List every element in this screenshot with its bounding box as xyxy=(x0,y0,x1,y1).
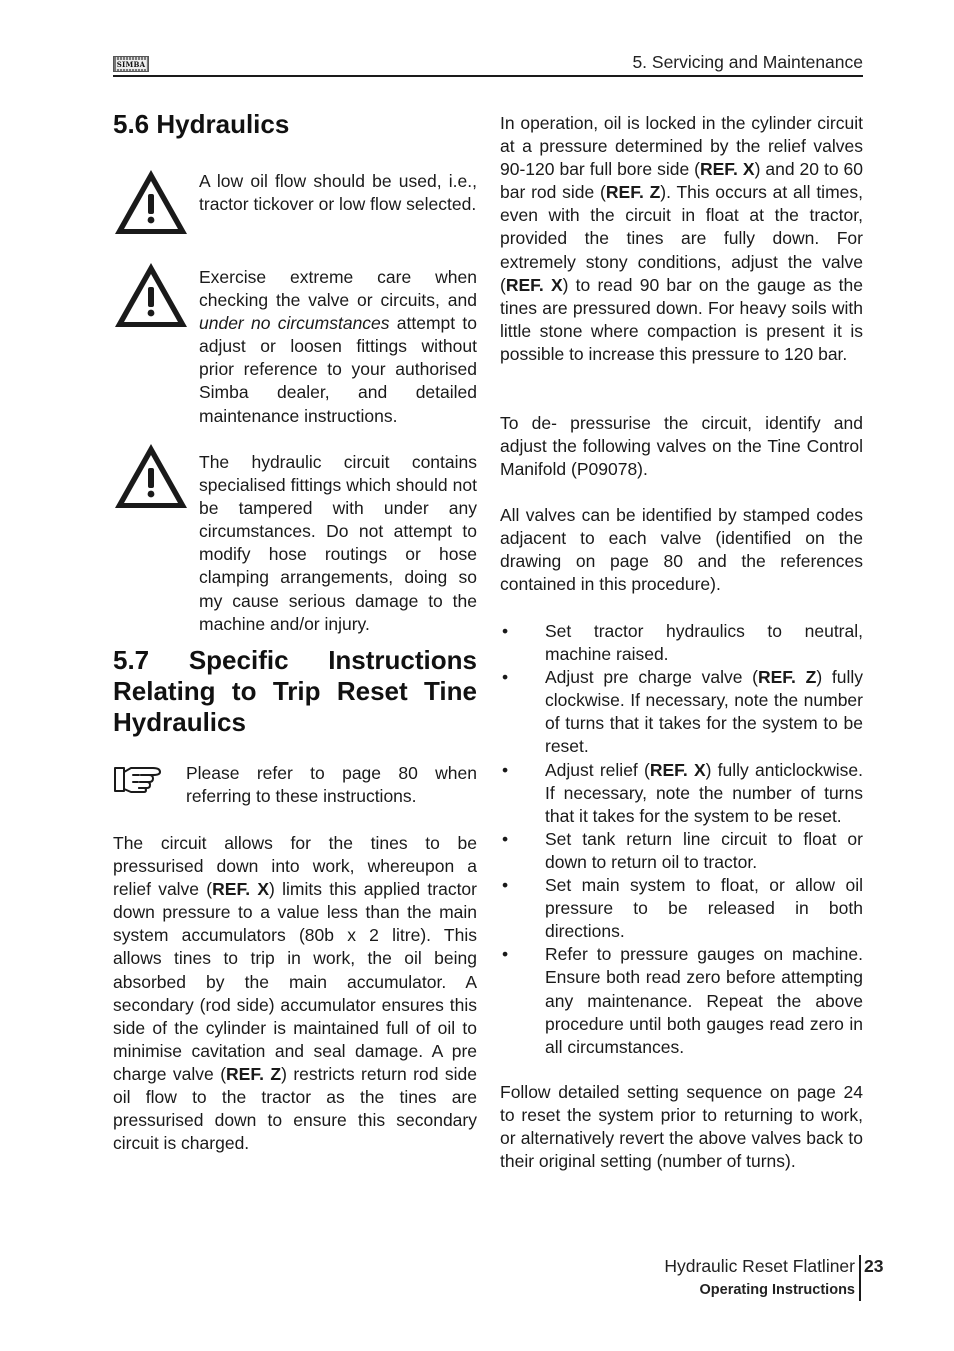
header-section-title: 5. Servicing and Maintenance xyxy=(632,52,863,72)
circuit-description-paragraph: The circuit allows for the tines to be pressurised down into work, whereupon a relief valve (REF. X) limits this applied tractor down pressure to a value less than the main system accumulators (80b x 2 litre). This allows tines to trip in work, the oil being absorbed by the main accumulator. A secondary (rod side) accumulator ensures this side of the cylinder is maintained full of oil to minimise cavitation and seal damage. A pre charge valve (REF. Z) restricts return rod side oil flow to the tractor as the tines are pressurised down to ensure this secondary circuit is charged. xyxy=(113,833,477,1154)
warning-triangle-icon xyxy=(113,442,189,510)
warning-text-3: The hydraulic circuit contains specialised fittings which should not be tampered with under any circumstances. Do not attempt to modify hose routings or hose clamping arrangements, doing so my cause serious damage to the machine and/or injury. xyxy=(199,452,477,634)
depressurise-paragraph: To de- pressurise the circuit, identify and adjust the following valves on the Tine Control Manifold (P09078). xyxy=(500,413,863,480)
warning-text-2: Exercise extreme care when checking the valve or circuits, and under no circumstances attempt to adjust or loosen fittings without prior reference to your authorised Simba dealer, and detailed maintenance instructions. xyxy=(199,267,477,426)
list-item: • Adjust relief (REF. X) fully anticlockwise. If necessary, note the number of turns that it takes for the system to be reset. xyxy=(502,759,863,826)
operation-paragraph: In operation, oil is locked in the cylinder circuit at a pressure determined by the relief valves 90-120 bar full bore side (REF. X) and 20 to 60 bar rod side (REF. Z). This occurs at all times, even with the circuit in float at the tractor, provided the tines are fully down. For extremely stony conditions, adjust the valve (REF. X) to read 90 bar on the gauge as the tines are pressured down. For heavy soils with little stone where compaction is present it is possible to increase this pressure to 120 bar. xyxy=(500,113,864,364)
pointing-hand-icon xyxy=(113,764,165,796)
list-item: • Adjust pre charge valve (REF. Z) fully clockwise. If necessary, note the number of turns that it takes for the system to be reset. xyxy=(502,667,864,757)
simba-logo: SIMBA xyxy=(113,56,149,72)
page-number: 23 xyxy=(864,1256,884,1276)
list-item: • Set tank return line circuit to float or down to return oil to tractor. xyxy=(502,828,863,872)
note-text: Please refer to page 80 when referring to these instructions. xyxy=(186,763,477,807)
footer-title: Hydraulic Reset Flatliner xyxy=(664,1256,855,1276)
footer-divider xyxy=(859,1255,861,1301)
list-item: • Set main system to float, or allow oil pressure to be released in both directions. xyxy=(502,875,863,942)
valve-identification-paragraph: All valves can be identified by stamped codes adjacent to each valve (identified on the drawing on page 80 and the references contained in this procedure). xyxy=(500,505,863,595)
warning-triangle-icon xyxy=(113,168,189,236)
procedure-list xyxy=(500,620,863,1059)
heading-5-6: 5.6 Hydraulics xyxy=(113,109,290,139)
heading-5-7: 5.7 Specific Instructions Relating to Trip Reset Tine Hydraulics xyxy=(113,645,477,737)
list-item: • Refer to pressure gauges on machine. Ensure both read zero before attempting any maintenance. Repeat the above procedure until both gauges read zero in all circumstances. xyxy=(502,944,863,1057)
warning-text-1: A low oil flow should be used, i.e., tractor tickover or low flow selected. xyxy=(199,171,477,215)
footer-subtitle: Operating Instructions xyxy=(699,1282,855,1298)
header-divider xyxy=(113,75,863,77)
list-item: • Set tractor hydraulics to neutral, machine raised. xyxy=(502,621,863,665)
setting-sequence-paragraph: Follow detailed setting sequence on page 24 to reset the system prior to returning to work, or alternatively revert the above valves back to their original setting (number of turns). xyxy=(500,1082,863,1172)
warning-triangle-icon xyxy=(113,261,189,329)
